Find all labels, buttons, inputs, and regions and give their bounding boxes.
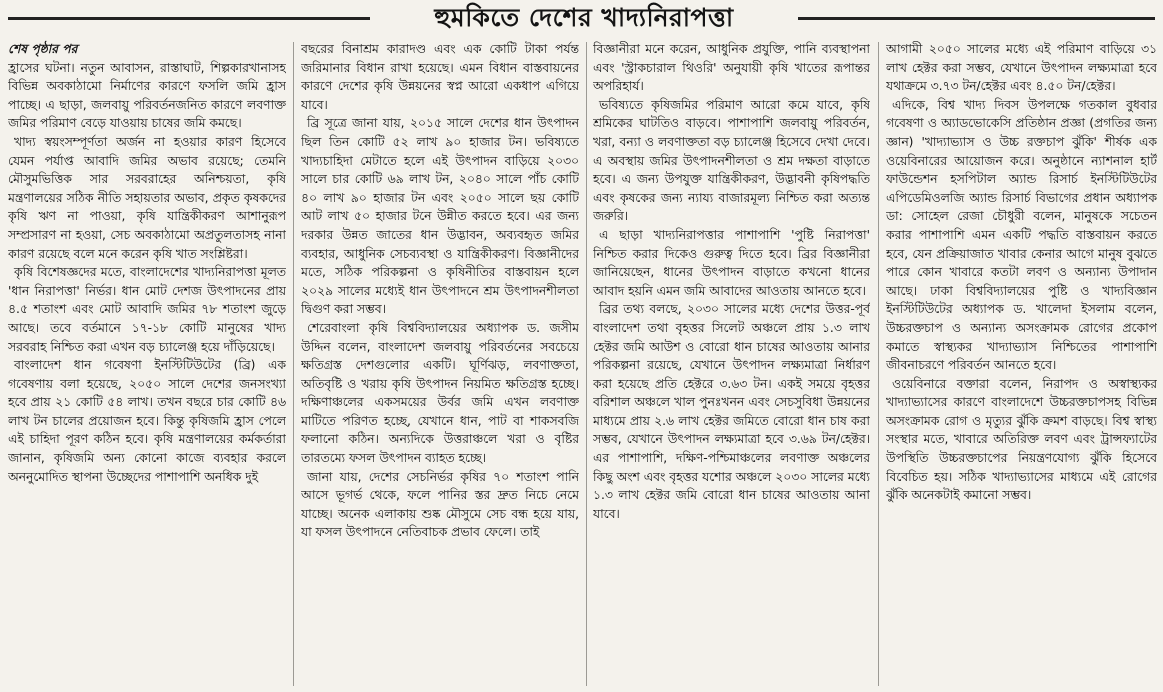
headline-bar bbox=[0, 0, 1163, 36]
paragraph: ব্রির তথ্য বলছে, ২০৩০ সালের মধ্যে দেশের উত্তর-পূর্ব বাংলাদেশ তথা বৃহত্তর সিলেট অঞ্চলে প্রায় ১.৩ লাখ হেক্টর জমি আউশ ও বোরো ধান চাষের আওতায় আনার পরিকল্পনা রয়েছে, যেখানে উৎপাদন লক্ষ্যমাত্রা নির্ধারণ করা হয়েছে প্রতি হেক্টরে ৩.৬৩ টন। একই সময়ে বৃহত্তর বরিশাল অঞ্চলে খাল পুনঃখনন এবং সেচসুবিধা উন্নয়নের মাধ্যমে প্রায় ২.৬ লাখ হেক্টর জমিতে বোরো ধান চাষ করা সম্ভব, যেখানে উৎপাদন লক্ষ্যমাত্রা হবে ৩.৬৯ টন/হেক্টর। এর পাশাপাশি, দক্ষিণ-পশ্চিমাঞ্চলের লবণাক্ত অঞ্চলের কিছু অংশ এবং বৃহত্তর যশোর অঞ্চলে ২০৩০ সালের মধ্যে ১.৩ লাখ হেক্টর জমি বোরো ধান চাষের আওতায় আনা যাবে। bbox=[593, 302, 870, 521]
paragraph: হ্রাসের ঘটনা। নতুন আবাসন, রাস্তাঘাট, শিল্পকারখানাসহ বিভিন্ন অবকাঠামো নির্মাণের কারণে ফসলি জমি হ্রাস পাচ্ছে। এ ছাড়া, জলবায়ু পরিবর্তনজনিত কারণে লবণাক্ত জমির পরিমাণ বেড়ে যাওয়ায় চাষের জমি কমছে। bbox=[8, 60, 286, 131]
column-1 bbox=[8, 40, 286, 688]
paragraph: ভবিষ্যতে কৃষিজমির পরিমাণ আরো কমে যাবে, কৃষি শ্রমিকের ঘাটতিও বাড়বে। পাশাপাশি জলবায়ু পরিবর্তন, খরা, বন্যা ও লবণাক্ততা বড় চ্যালেঞ্জ হিসেবে দেখা দেবে। এ অবস্থায় জমির উৎপাদনশীলতা ও শ্রম দক্ষতা বাড়াতে হবে। এ জন্য উপযুক্ত যান্ত্রিকীকরণ, উদ্ভাবনী কৃষিপদ্ধতি এবং কৃষকের জন্য ন্যায্য বাজারমূল্য নিশ্চিত করা অত্যন্ত জরুরি। bbox=[593, 97, 870, 224]
paragraph: শেরেবাংলা কৃষি বিশ্ববিদ্যালয়ের অধ্যাপক ড. জসীম উদ্দিন বলেন, বাংলাদেশ জলবায়ু পরিবর্তনের সবচেয়ে ক্ষতিগ্রস্ত দেশগুলোর একটি। ঘূর্ণিঝড়, লবণাক্ততা, অতিবৃষ্টি ও খরায় কৃষি উৎপাদন নিয়মিত ক্ষতিগ্রস্ত হচ্ছে। দক্ষিণাঞ্চলের একসময়ের উর্বর জমি এখন লবণাক্ত মাটিতে পরিণত হচ্ছে, যেখানে ধান, পাট বা শাকসবজি ফলানো কঠিন। অন্যদিকে উত্তরাঞ্চলে খরা ও বৃষ্টির তারতম্যে ফসল উৎপাদন ব্যাহত হচ্ছে। bbox=[301, 320, 579, 466]
article-columns bbox=[8, 40, 1157, 688]
column-4 bbox=[886, 40, 1157, 688]
column-divider bbox=[878, 42, 879, 686]
headline-rule-left bbox=[8, 17, 370, 20]
paragraph: এদিকে, বিশ্ব খাদ্য দিবস উপলক্ষে গতকাল বুধবার গবেষণা ও অ্যাডভোকেসি প্রতিষ্ঠান প্রজ্ঞা (প্রগতির জন্য জ্ঞান) 'খাদ্যাভ্যাস ও উচ্চ রক্তচাপ ঝুঁকি' শীর্ষক এক ওয়েবিনারের আয়োজন করে। অনুষ্ঠানে ন্যাশনাল হার্ট ফাউন্ডেশন হসপিটাল অ্যান্ড রিসার্চ ইনস্টিটিউটের এপিডেমিওলজি অ্যান্ড রিসার্চ বিভাগের প্রধান অধ্যাপক ডা: সোহেল রেজা চৌধুরী বলেন, মানুষকে সচেতন করার পাশাপাশি এমন একটি পদ্ধতি বাস্তবায়ন করতে হবে, যেন প্রক্রিয়াজাত খাবার কেনার আগে মানুষ বুঝতে পারে কোন খাবারে কতটা লবণ ও অন্যান্য উপাদান আছে। ঢাকা বিশ্ববিদ্যালয়ের পুষ্টি ও খাদ্যবিজ্ঞান ইনস্টিটিউটের অধ্যাপক ড. খালেদা ইসলাম বলেন, উচ্চরক্তচাপ ও অন্যান্য অসংক্রামক রোগের প্রকোপ কমাতে স্বাস্থ্যকর খাদ্যাভ্যাস নিশ্চিতের পাশাপাশি জীবনাচরণে পরিবর্তন আনতে হবে। bbox=[886, 97, 1157, 373]
headline-rule-right bbox=[798, 17, 1155, 20]
paragraph: কৃষি বিশেষজ্ঞদের মতে, বাংলাদেশের খাদ্যনিরাপত্তা মূলত 'ধান নিরাপত্তা' নির্ভর। ধান মোট দেশজ উৎপাদনের প্রায় ৪.৫ শতাংশ এবং মোট আবাদি জমির ৭৮ শতাংশ জুড়ে আছে। তবে বর্তমানে ১৭-১৮ কোটি মানুষের খাদ্য সরবরাহ নিশ্চিত করা এখন বড় চ্যালেঞ্জ হয়ে দাঁড়িয়েছে। bbox=[8, 265, 286, 354]
paragraph: এ ছাড়া খাদ্যনিরাপত্তার পাশাপাশি 'পুষ্টি নিরাপত্তা' নিশ্চিত করার দিকেও গুরুত্ব দিতে হবে। ব্রির বিজ্ঞানীরা জানিয়েছেন, ধানের উৎপাদন বাড়াতে কখনো ধানের আবাদ হয়নি এমন জমি আবাদের আওতায় আনতে হবে। bbox=[593, 227, 870, 298]
column-divider bbox=[586, 42, 587, 686]
paragraph: বাংলাদেশ ধান গবেষণা ইনস্টিটিউটের (ব্রি) এক গবেষণায় বলা হয়েছে, ২০৫০ সালে দেশের জনসংখ্যা হবে প্রায় ২১ কোটি ৫৪ লাখ। তখন বছরে চার কোটি ৪৬ লাখ টন চালের প্রয়োজন হবে। কিন্তু কৃষিজমি হ্রাস পেলে এই চাহিদা পূরণ কঠিন হবে। কৃষি মন্ত্রণালয়ের কর্মকর্তারা জানান, কৃষিজমি অন্য কোনো কাজে ব্যবহার করলে অননুমোদিত স্থাপনা উচ্ছেদের পাশাপাশি অনধিক দুই bbox=[8, 358, 286, 484]
paragraph: আগামী ২০৫০ সালের মধ্যে এই পরিমাণ বাড়িয়ে ৩১ লাখ হেক্টর করা সম্ভব, যেখানে উৎপাদন লক্ষ্যমাত্রা হবে যথাক্রমে ৩.৭৩ টন/হেক্টর এবং ৪.৫০ টন/হেক্টর। bbox=[886, 42, 1157, 94]
paragraph: খাদ্য স্বয়ংসম্পূর্ণতা অর্জন না হওয়ার কারণ হিসেবে যেমন পর্যাপ্ত আবাদি জমির অভাব রয়েছে; তেমনি মৌসুমভিত্তিক সার সরবরাহের অনিশ্চয়তা, কৃষি মন্ত্রণালয়ের সঠিক নীতি সহায়তার অভাব, প্রকৃত কৃষকদের কৃষি ঋণ না পাওয়া, কৃষি যান্ত্রিকীকরণ আশানুরূপ সম্প্রসারণ না হওয়া, সেচ অবকাঠামো অপ্রতুলতাসহ নানা কারণ রয়েছে বলে মনে করেন কৃষি খাত সংশ্লিষ্টরা। bbox=[8, 134, 286, 261]
column-divider bbox=[293, 42, 294, 686]
column-3 bbox=[593, 40, 870, 688]
headline: হুমকিতে দেশের খাদ্যনিরাপত্তা bbox=[434, 3, 734, 32]
column-2 bbox=[301, 40, 579, 688]
paragraph: বিজ্ঞানীরা মনে করেন, আধুনিক প্রযুক্তি, পানি ব্যবস্থাপনা এবং 'স্ট্রাকচারাল থিওরি' অনুযায়ী কৃষি খাতের রূপান্তর অপরিহার্য। bbox=[593, 42, 870, 94]
paragraph: জানা যায়, দেশের সেচনির্ভর কৃষির ৭০ শতাংশ পানি আসে ভূগর্ভ থেকে, ফলে পানির স্তর দ্রুত নিচে নেমে যাচ্ছে। অনেক এলাকায় শুষ্ক মৌসুমে সেচ বন্ধ হয়ে যায়, যা ফসল উৎপাদনে নেতিবাচক প্রভাব ফেলে। তাই bbox=[301, 469, 579, 540]
paragraph: ব্রি সূত্রে জানা যায়, ২০১৫ সালে দেশের ধান উৎপাদন ছিল তিন কোটি ৫২ লাখ ৯০ হাজার টন। ভবিষ্যতে খাদ্যচাহিদা মেটাতে হলে এই উৎপাদন বাড়িয়ে ২০৩০ সালে চার কোটি ৬৯ লাখ টন, ২০৪০ সালে পাঁচ কোটি ৪০ লাখ ৯০ হাজার টন এবং ২০৫০ সালে ছয় কোটি আট লাখ ৫০ হাজার টনে উন্নীত করতে হবে। এর জন্য দরকার উন্নত জাতের ধান উদ্ভাবন, অব্যবহৃত জমির ব্যবহার, আধুনিক সেচব্যবস্থা ও যান্ত্রিকীকরণ। বিজ্ঞানীদের মতে, সঠিক পরিকল্পনা ও কৃষিনীতির বাস্তবায়ন হলে ২০২৯ সালের মধ্যেই ধান উৎপাদনে শ্রম উৎপাদনশীলতা দ্বিগুণ করা সম্ভব। bbox=[301, 116, 579, 317]
kicker: শেষ পৃষ্ঠার পর bbox=[8, 42, 78, 56]
paragraph: ওয়েবিনারে বক্তারা বলেন, নিরাপদ ও অস্বাস্থ্যকর খাদ্যাভ্যাসের কারণে বাংলাদেশে উচ্চরক্তচাপসহ বিভিন্ন অসংক্রামক রোগ ও মৃত্যুর ঝুঁকি ক্রমশ বাড়ছে। বিশ্ব স্বাস্থ্য সংস্থার মতে, খাবারে অতিরিক্ত লবণ এবং ট্রান্সফ্যাটের উপস্থিতি উচ্চরক্তচাপের নিয়ন্ত্রণযোগ্য ঝুঁকি হিসেবে বিবেচিত হয়। সঠিক খাদ্যাভ্যাসের মাধ্যমে এই রোগের ঝুঁকি অনেকটাই কমানো সম্ভব। bbox=[886, 376, 1157, 503]
paragraph: বছরের বিনাশ্রম কারাদণ্ড এবং এক কোটি টাকা পর্যন্ত জরিমানার বিধান রাখা হয়েছে। এমন বিধান বাস্তবায়নের কারণে দেশের কৃষি উন্নয়নের স্বপ্ন আরো একধাপ এগিয়ে যাবে। bbox=[301, 42, 579, 112]
